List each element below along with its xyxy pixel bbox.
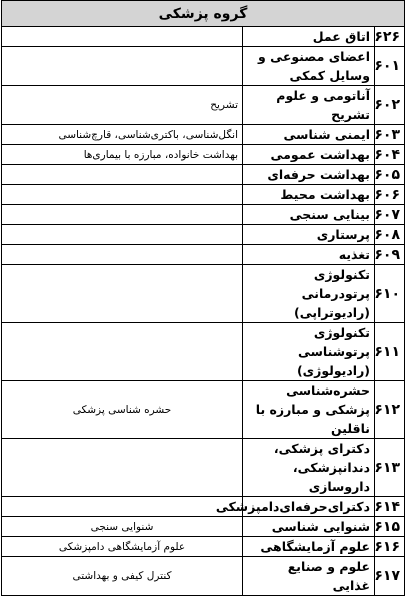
field-name: بینایی سنجی	[243, 205, 375, 225]
table-row	[2, 86, 405, 125]
related-field	[2, 245, 243, 265]
field-name: شنوایی شناسی	[243, 517, 375, 537]
field-code: ۶۲۶	[375, 27, 405, 47]
table-row	[2, 27, 405, 47]
related-field	[2, 47, 243, 86]
field-name: آناتومی و علوم تشریح	[243, 86, 375, 125]
field-name: تغذیه	[243, 245, 375, 265]
field-code: ۶۱۲	[375, 381, 405, 439]
table-row	[2, 439, 405, 497]
table-row	[2, 517, 405, 537]
field-name: حشره‌شناسی پزشکی و مبارزه با ناقلین	[243, 381, 375, 439]
related-field	[2, 205, 243, 225]
table-row	[2, 125, 405, 145]
field-name: اعضای مصنوعی و وسایل کمکی	[243, 47, 375, 86]
table-row	[2, 265, 405, 323]
field-name: تکنولوژی پرتوشناسی (رادیولوژی)	[243, 323, 375, 381]
field-name: تکنولوژی پرتودرمانی (رادیوتراپی)	[243, 265, 375, 323]
table-title: گروه پزشکی	[2, 1, 405, 27]
field-code: ۶۱۱	[375, 323, 405, 381]
field-code: ۶۱۴	[375, 497, 405, 517]
field-name: دکترای پزشکی، دندانپزشکی، داروسازی	[243, 439, 375, 497]
field-code: ۶۰۴	[375, 145, 405, 165]
table-row	[2, 185, 405, 205]
medical-group-sheet	[1, 0, 405, 596]
field-name: دکترای‌حرفه‌ای‌دامپزشکی	[243, 497, 375, 517]
related-field: حشره شناسی پزشکی	[2, 381, 243, 439]
table-row	[2, 245, 405, 265]
table-row	[2, 381, 405, 439]
field-code: ۶۱۰	[375, 265, 405, 323]
field-name: علوم آزمایشگاهی	[243, 537, 375, 557]
related-field: علوم آزمایشگاهی دامپزشکی	[2, 537, 243, 557]
field-code: ۶۱۳	[375, 439, 405, 497]
table-row	[2, 323, 405, 381]
table-row	[2, 47, 405, 86]
field-code: ۶۱۷	[375, 557, 405, 596]
related-field	[2, 185, 243, 205]
field-code: ۶۰۹	[375, 245, 405, 265]
table-row	[2, 145, 405, 165]
field-code: ۶۱۵	[375, 517, 405, 537]
table-header-row	[2, 1, 405, 27]
related-field	[2, 265, 243, 323]
related-field: کنترل کیفی و بهداشتی	[2, 557, 243, 596]
field-code: ۶۰۷	[375, 205, 405, 225]
table-row	[2, 225, 405, 245]
field-code: ۶۰۵	[375, 165, 405, 185]
field-name: پرستاری	[243, 225, 375, 245]
related-field	[2, 165, 243, 185]
field-code: ۶۰۳	[375, 125, 405, 145]
table-row	[2, 205, 405, 225]
related-field: تشریح	[2, 86, 243, 125]
field-name: علوم و صنایع غذایی	[243, 557, 375, 596]
table-row	[2, 557, 405, 596]
table-row	[2, 165, 405, 185]
field-name: ایمنی شناسی	[243, 125, 375, 145]
related-field	[2, 27, 243, 47]
field-code: ۶۰۱	[375, 47, 405, 86]
field-name: اتاق عمل	[243, 27, 375, 47]
field-code: ۶۰۶	[375, 185, 405, 205]
medical-group-table	[1, 0, 405, 596]
field-code: ۶۱۶	[375, 537, 405, 557]
related-field	[2, 323, 243, 381]
field-name: بهداشت عمومی	[243, 145, 375, 165]
related-field	[2, 225, 243, 245]
table-row	[2, 537, 405, 557]
related-field: انگل‌شناسی، باکتری‌شناسی، قارچ‌شناسی	[2, 125, 243, 145]
field-code: ۶۰۸	[375, 225, 405, 245]
table-row	[2, 497, 405, 517]
related-field	[2, 439, 243, 497]
field-name: بهداشت محیط	[243, 185, 375, 205]
related-field: شنوایی سنجی	[2, 517, 243, 537]
field-code: ۶۰۲	[375, 86, 405, 125]
field-name: بهداشت حرفه‌ای	[243, 165, 375, 185]
related-field: بهداشت خانواده، مبارزه با بیماری‌ها	[2, 145, 243, 165]
related-field	[2, 497, 243, 517]
